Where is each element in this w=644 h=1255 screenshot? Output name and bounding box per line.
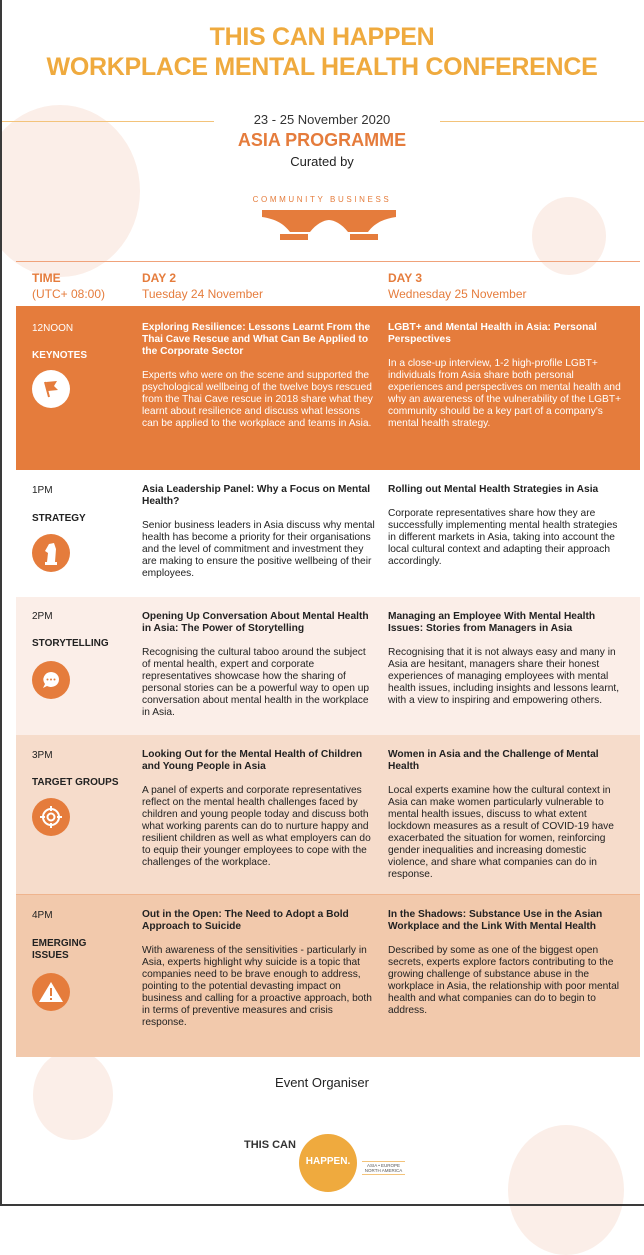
curated-by-label: Curated by bbox=[290, 154, 354, 169]
day3-date: Wednesday 25 November bbox=[388, 287, 527, 301]
session-title: Out in the Open: The Need to Adopt a Bold Approach to Suicide bbox=[142, 909, 349, 932]
session-category: STORYTELLING bbox=[32, 638, 109, 649]
conference-dates: 23 - 25 November 2020 bbox=[253, 112, 391, 127]
warning-icon bbox=[32, 973, 70, 1011]
session-row-target-groups bbox=[16, 735, 640, 895]
session-row-emerging-issues bbox=[16, 895, 640, 1057]
decor-circle bbox=[532, 197, 606, 275]
session-title: Asia Leadership Panel: Why a Focus on Mental Health? bbox=[142, 484, 371, 507]
session-day3 bbox=[388, 484, 622, 568]
session-row-strategy bbox=[16, 470, 640, 597]
session-row-storytelling bbox=[16, 597, 640, 735]
title-line-1: THIS CAN HAPPEN bbox=[209, 23, 435, 51]
session-day2 bbox=[142, 909, 376, 1029]
header-day2 bbox=[142, 270, 263, 302]
session-description: Described by some as one of the biggest open secrets, experts explore factors contributing to the growing challenge of substance abuse in the workplace in Asia, the relationship with poor mental health and what companies can do to begin to address. bbox=[388, 945, 620, 1016]
logo-region bbox=[362, 1161, 405, 1175]
event-organiser-label: Event Organiser bbox=[275, 1075, 369, 1090]
header-time bbox=[32, 270, 105, 302]
session-time: 1PM bbox=[32, 485, 53, 496]
session-description: A panel of experts and corporate representatives reflect on the mental health challenges faced by children and young people today and discuss both what working parents can do to nurture happy and resilient children as well as what employers can do to equip their younger employees to cope with the challenges of the workplace. bbox=[142, 785, 371, 868]
speech-bubble-icon bbox=[32, 661, 70, 699]
session-category: EMERGING ISSUES bbox=[32, 938, 87, 961]
session-description: With awareness of the sensitivities - particularly in Asia, experts highlight why suicide is a topic that companies need to be brave enough to address, pointing to the potential devasting impact on business and calling for a proactive approach, both in terms of preventive measures and crisis response. bbox=[142, 945, 372, 1028]
session-day3 bbox=[388, 611, 622, 707]
session-day3 bbox=[388, 322, 622, 430]
session-category: STRATEGY bbox=[32, 513, 86, 524]
session-description: Corporate representatives share how they are successfully implementing mental health strategies in different markets in Asia, taking into account the local cultural context and adapting their approach accordingly. bbox=[388, 508, 618, 567]
session-time: 3PM bbox=[32, 750, 53, 761]
session-day3 bbox=[388, 909, 622, 1017]
session-description: Experts who were on the scene and supported the psychological wellbeing of the twelve boys rescued from the Thai Cave rescue in 2018 share what they learnt about resilience and discuss what lessons can be applied to the workplace and teams in Asia. bbox=[142, 370, 373, 429]
session-time: 12NOON bbox=[32, 323, 74, 334]
day2-date: Tuesday 24 November bbox=[142, 287, 263, 301]
session-description: In a close-up interview, 1-2 high-profile LGBT+ individuals from Asia share both personal experiences and perspectives on mental health and why an awareness of the vulnerability of the LGBT+ community should be a key part of a company's mental health strategy. bbox=[388, 358, 622, 429]
session-row-keynotes bbox=[16, 308, 640, 470]
session-time: 2PM bbox=[32, 611, 53, 622]
session-description: Senior business leaders in Asia discuss why mental health has become a priority for their organisations and the level of commitment and investment they are making to ensure the positive wellbeing of their employees. bbox=[142, 520, 375, 579]
session-day2 bbox=[142, 322, 376, 430]
time-zone: (UTC+ 08:00) bbox=[32, 287, 106, 301]
chess-knight-icon bbox=[32, 534, 70, 572]
session-title: Looking Out for the Mental Health of Children and Young People in Asia bbox=[142, 749, 363, 772]
conference-title bbox=[0, 22, 644, 82]
session-day2 bbox=[142, 749, 376, 869]
title-line-2: WORKPLACE MENTAL HEALTH CONFERENCE bbox=[46, 53, 598, 81]
target-icon bbox=[32, 798, 70, 836]
session-day3 bbox=[388, 749, 622, 881]
community-business-logo-text: COMMUNITY BUSINESS bbox=[252, 195, 392, 204]
session-description: Local experts examine how the cultural context in Asia can make women particularly vulnerable to mental health issues, discuss to what extent lockdown measures as a result of COVID-19 have exacerbated the situation for women, reinforcing gender inequalities and increasing domestic violence, and share what companies can do in response. bbox=[388, 785, 614, 880]
session-title: Opening Up Conversation About Mental Health in Asia: The Power of Storytelling bbox=[142, 611, 369, 634]
decor-circle bbox=[33, 1050, 113, 1140]
day2-label: DAY 2 bbox=[142, 271, 177, 285]
session-category: TARGET GROUPS bbox=[32, 777, 119, 788]
community-business-bridge-logo bbox=[262, 210, 396, 240]
day3-label: DAY 3 bbox=[388, 271, 423, 285]
logo-region-line1: ASIA • EUROPE bbox=[366, 1163, 401, 1168]
session-description: Recognising the cultural taboo around the subject of mental health, expert and corporate representatives showcase how the sharing of personal stories can be a powerful way to open up conversation about mental health in the workplace in Asia. bbox=[142, 647, 370, 718]
session-title: Women in Asia and the Challenge of Mental Health bbox=[388, 749, 599, 772]
session-title: Managing an Employee With Mental Health Issues: Stories from Managers in Asia bbox=[388, 611, 596, 634]
logo-text-left: THIS CAN bbox=[244, 1139, 296, 1151]
frame-border bbox=[0, 0, 2, 1206]
session-day2 bbox=[142, 611, 376, 719]
logo-text-circle: HAPPEN. bbox=[305, 1156, 351, 1167]
session-title: In the Shadows: Substance Use in the Asian Workplace and the Link With Mental Health bbox=[388, 909, 603, 932]
time-label: TIME bbox=[32, 271, 61, 285]
decor-circle bbox=[508, 1125, 624, 1255]
session-title: LGBT+ and Mental Health in Asia: Personal Perspectives bbox=[388, 322, 597, 345]
session-title: Exploring Resilience: Lessons Learnt From the Thai Cave Rescue and What Can Be Applied to the Corporate Sector bbox=[142, 322, 371, 357]
divider bbox=[16, 261, 640, 262]
logo-region-line2: NORTH AMERICA bbox=[364, 1168, 403, 1173]
session-time: 4PM bbox=[32, 910, 53, 921]
programme-title: ASIA PROGRAMME bbox=[237, 130, 407, 150]
session-description: Recognising that it is not always easy and many in Asia are hesitant, managers share their honest experiences of managing employees with mental health issues, including insights and lessons learnt, with a view to inspiring and empowering others. bbox=[388, 647, 620, 706]
session-title: Rolling out Mental Health Strategies in Asia bbox=[388, 484, 599, 495]
session-day2 bbox=[142, 484, 376, 580]
flag-icon bbox=[32, 370, 70, 408]
session-category: KEYNOTES bbox=[32, 350, 88, 361]
header-day3 bbox=[388, 270, 527, 302]
